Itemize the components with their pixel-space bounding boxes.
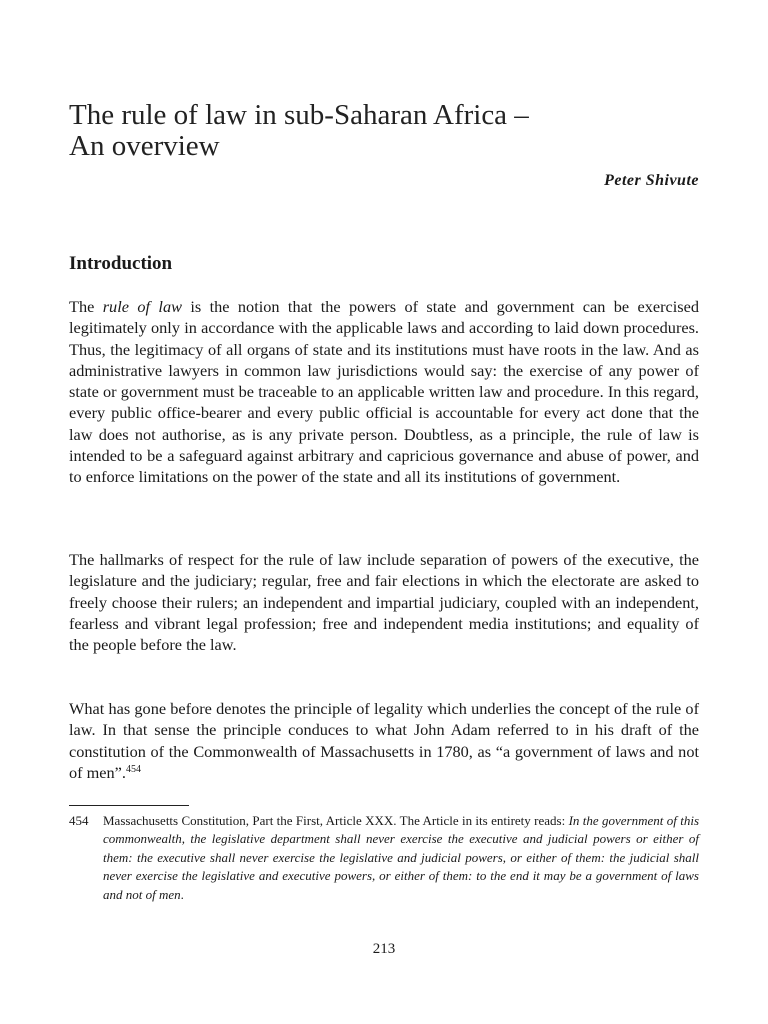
chapter-title bbox=[69, 100, 529, 162]
chapter-title-line-1: The rule of law in sub-Saharan Africa – bbox=[69, 99, 529, 131]
footnote-quote: In the government of this commonwealth, the legislative department shall never exercise the executive and judicial powers or either of them: the executive shall never exercise the legislative and judicial powers, or either of them: the judicial shall never exercise the legislative and executive powers, or either of them: to the end it may be a government of laws and not of men bbox=[103, 813, 700, 902]
footnote-body bbox=[103, 812, 699, 904]
paragraph-3 bbox=[69, 698, 699, 783]
footnote bbox=[69, 812, 699, 904]
footnote-end: . bbox=[180, 886, 184, 902]
paragraph-1-body: is the notion that the powers of state and government can be exercised legitimately only in accordance with the applicable laws and according to laid down procedures. Thus, the legitimacy of all organs of state and its institutions must have roots in the law. And as administrative lawyers in common law jurisdictions would say: the exercise of any power of state or government must be traceable to an applicable written law and procedure. In this regard, every public office-bearer and every public official is accountable for every act done that the law does not authorise, as is any private person. Doubtless, as a principle, the rule of law is intended to be a safeguard against arbitrary and capricious governance and abuse of power, and to enforce limitations on the power of the state and all its institutions of government. bbox=[69, 297, 699, 487]
footnote-reference: 454 bbox=[125, 763, 141, 775]
document-page bbox=[69, 0, 699, 1024]
author-name: Peter Shivute bbox=[604, 172, 699, 189]
footnote-divider bbox=[69, 805, 189, 806]
paragraph-3-body: What has gone before denotes the principle of legality which underlies the concept of the rule of law. In that sense the principle conduces to what John Adam referred to in his draft of the constitution of the Commonwealth of Massachusetts in 1780, as “a government of laws and not of men”. bbox=[69, 699, 699, 782]
paragraph-1-lead: The bbox=[69, 297, 103, 316]
paragraph-1 bbox=[69, 296, 699, 488]
footnote-number: 454 bbox=[69, 813, 89, 828]
footnote-intro: Massachusetts Constitution, Part the First, Article XXX. The Article in its entirety reads: bbox=[103, 813, 566, 828]
chapter-title-line-2: An overview bbox=[69, 130, 220, 162]
rule-of-law-term: rule of law bbox=[102, 297, 182, 316]
section-heading: Introduction bbox=[69, 253, 173, 274]
paragraph-2: The hallmarks of respect for the rule of law include separation of powers of the executive, the legislature and the judiciary; regular, free and fair elections in which the electorate are asked to freely choose their rulers; an independent and impartial judiciary, coupled with an independent, fearless and vibrant legal profession; free and independent media institutions; and equality of the people before the law. bbox=[69, 550, 699, 655]
page-number: 213 bbox=[372, 941, 396, 957]
